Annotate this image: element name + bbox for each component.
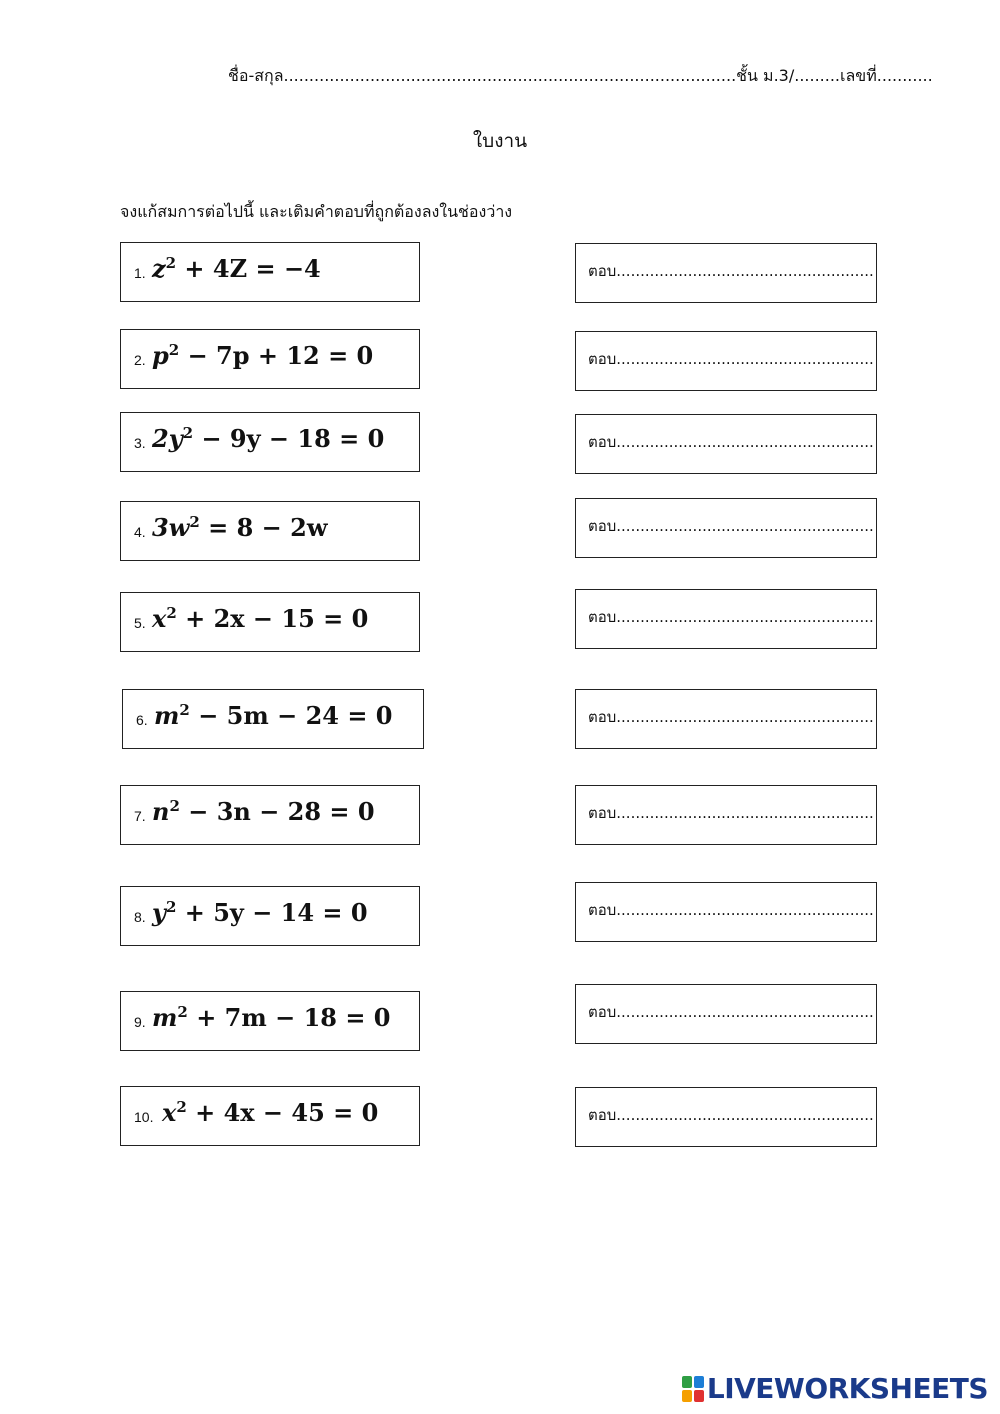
logo-mark-icon xyxy=(682,1376,704,1402)
answer-label: ตอบ...................................................... xyxy=(588,1003,874,1021)
answer-box-7[interactable] xyxy=(575,785,877,845)
answer-box-2[interactable] xyxy=(575,331,877,391)
question-number: 10. xyxy=(134,1109,154,1125)
equation: $x^2 + 2x - 15 = 0$ xyxy=(152,604,369,633)
liveworksheets-logo xyxy=(682,1372,988,1405)
question-number: 4. xyxy=(134,524,146,540)
question-box-10 xyxy=(120,1086,420,1146)
logo-tile xyxy=(694,1390,704,1402)
equation: $y^2 + 5y - 14 = 0$ xyxy=(152,898,368,927)
question-number: 8. xyxy=(134,909,146,925)
equation: $z^2 + 4Z = -4$ xyxy=(152,254,321,283)
answer-label: ตอบ...................................................... xyxy=(588,1106,874,1124)
answer-label: ตอบ...................................................... xyxy=(588,804,874,822)
question-number: 6. xyxy=(136,712,148,728)
answer-box-1[interactable] xyxy=(575,243,877,303)
answer-box-6[interactable] xyxy=(575,689,877,749)
question-box-4 xyxy=(120,501,420,561)
student-info-line: ชื่อ-สกุล.........................................................................................ชั้น ม.3/.........เลขที่........... xyxy=(228,66,933,85)
answer-label: ตอบ...................................................... xyxy=(588,708,874,726)
logo-tile xyxy=(682,1376,692,1388)
equation: $p^2 - 7p + 12 = 0$ xyxy=(152,341,374,370)
question-box-5 xyxy=(120,592,420,652)
equation: $2y^2 - 9y - 18 = 0$ xyxy=(152,424,385,453)
equation: $3w^2 = 8 - 2w$ xyxy=(152,513,328,542)
question-box-9 xyxy=(120,991,420,1051)
answer-label: ตอบ...................................................... xyxy=(588,517,874,535)
equation: $m^2 + 7m - 18 = 0$ xyxy=(152,1003,391,1032)
answer-label: ตอบ...................................................... xyxy=(588,608,874,626)
equation: $n^2 - 3n - 28 = 0$ xyxy=(152,797,375,826)
question-box-8 xyxy=(120,886,420,946)
answer-label: ตอบ...................................................... xyxy=(588,262,874,280)
worksheet-title: ใบงาน xyxy=(472,130,528,152)
logo-tile xyxy=(694,1376,704,1388)
answer-box-8[interactable] xyxy=(575,882,877,942)
answer-box-10[interactable] xyxy=(575,1087,877,1147)
logo-text: LIVEWORKSHEETS xyxy=(706,1372,988,1405)
question-box-6 xyxy=(122,689,424,749)
question-box-3 xyxy=(120,412,420,472)
question-number: 3. xyxy=(134,435,146,451)
logo-tile xyxy=(682,1390,692,1402)
answer-box-9[interactable] xyxy=(575,984,877,1044)
equation: $x^2 + 4x - 45 = 0$ xyxy=(162,1098,379,1127)
answer-label: ตอบ...................................................... xyxy=(588,350,874,368)
question-number: 2. xyxy=(134,352,146,368)
question-number: 7. xyxy=(134,808,146,824)
equation: $m^2 - 5m - 24 = 0$ xyxy=(154,701,393,730)
question-box-2 xyxy=(120,329,420,389)
answer-label: ตอบ...................................................... xyxy=(588,901,874,919)
question-number: 1. xyxy=(134,265,146,281)
answer-box-5[interactable] xyxy=(575,589,877,649)
answer-label: ตอบ...................................................... xyxy=(588,433,874,451)
answer-box-3[interactable] xyxy=(575,414,877,474)
answer-box-4[interactable] xyxy=(575,498,877,558)
question-number: 9. xyxy=(134,1014,146,1030)
question-number: 5. xyxy=(134,615,146,631)
question-box-1 xyxy=(120,242,420,302)
instruction-text: จงแก้สมการต่อไปนี้ และเติมคำตอบที่ถูกต้องลงในช่องว่าง xyxy=(120,202,513,221)
question-box-7 xyxy=(120,785,420,845)
